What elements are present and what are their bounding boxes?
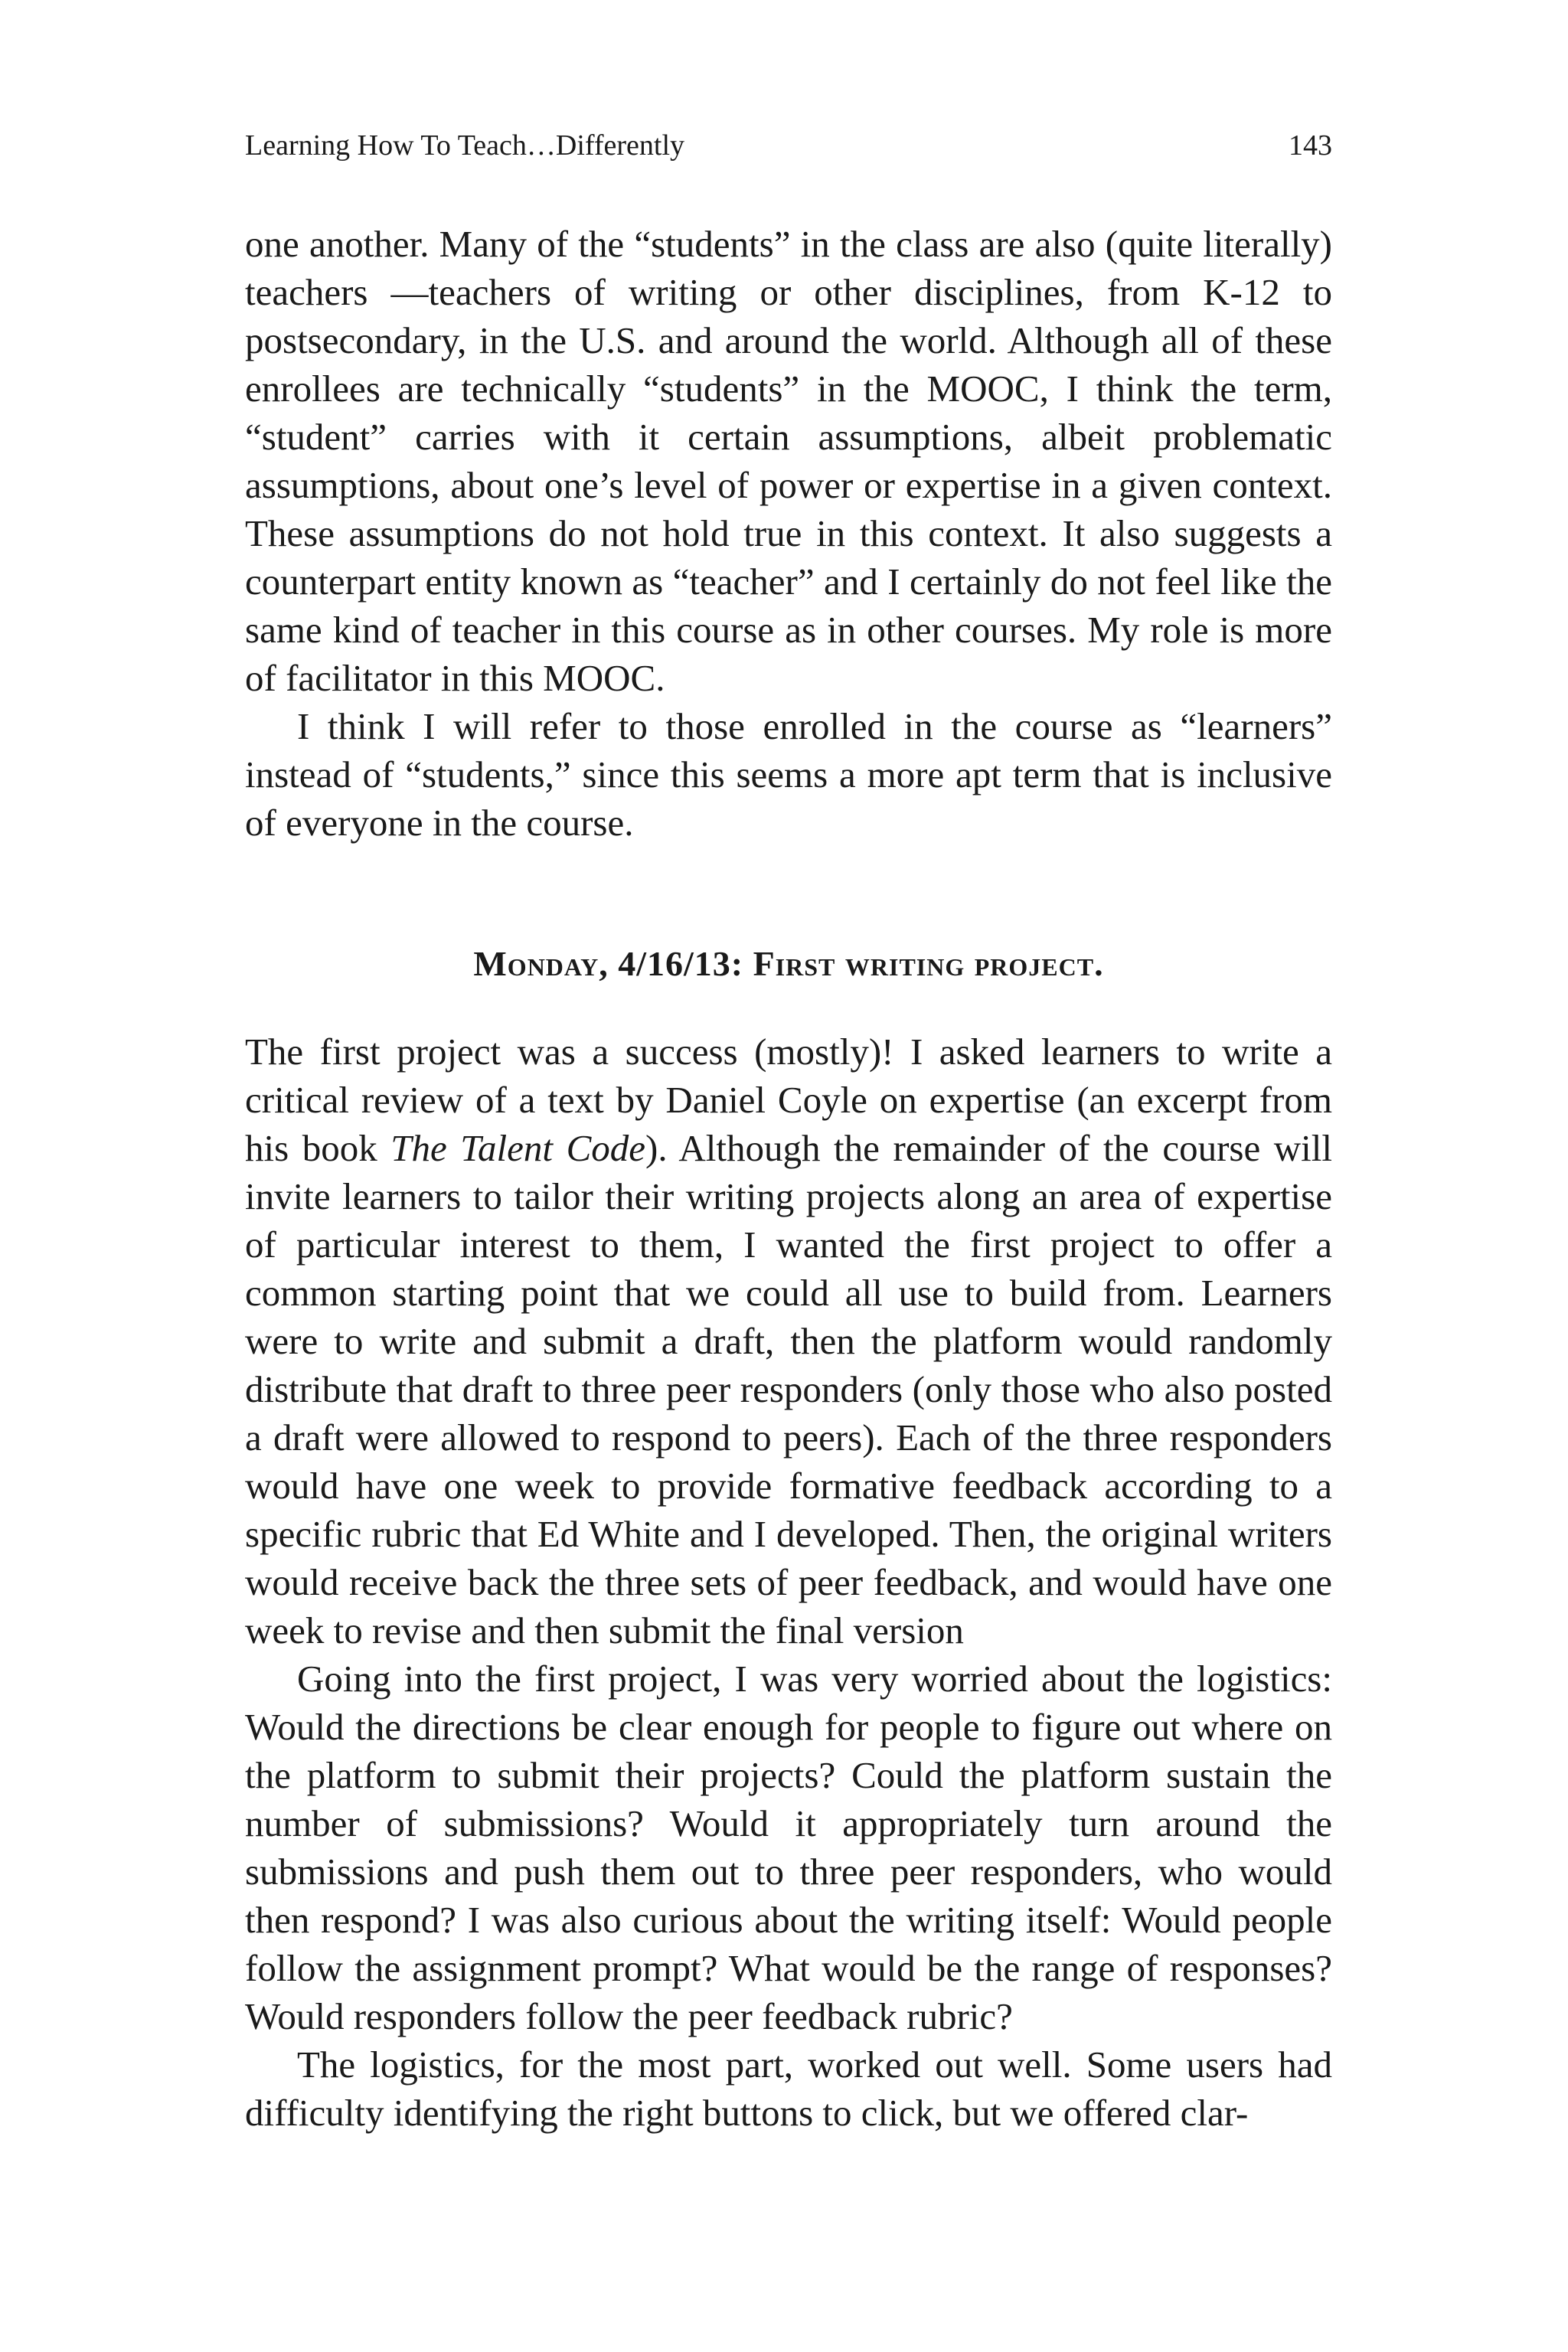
running-head bbox=[245, 122, 1332, 168]
paragraph: one another. Many of the “students” in the class are also (quite literally) teachers —teachers of writing or other disciplines, from K-12 to postsecondary, in the U.S. and around the world. Although all of these enrollees are technically “students” in the MOOC, I think the term, “student” carries with it certain assumptions, albeit problematic assumptions, about one’s level of power or expertise in a given context. These assumptions do not hold true in this context. It also suggests a counterpart entity known as “teacher” and I certainly do not feel like the same kind of teacher in this course as in other courses. My role is more of facilitator in this MOOC. bbox=[245, 223, 1332, 699]
section-heading: Monday, 4/16/13: First writing project. bbox=[473, 944, 1104, 983]
intro-text-block bbox=[245, 220, 1332, 847]
paragraph: Going into the first project, I was very worried about the logistics: Would the directions be clear enough for people to figure out where on the platform to submit their projects? Could the platform sustain the number of submissions? Would it appropriately turn around the submissions and push them out to three peer responders, who would then respond? I was also curious about the writing itself: Would people follow the assignment prompt? What would be the range of responses? Would responders follow the peer feedback rubric? bbox=[245, 1658, 1332, 2037]
paragraph bbox=[245, 1027, 1332, 1655]
running-title: Learning How To Teach…Differently bbox=[245, 129, 685, 162]
paragraph: The logistics, for the most part, worked out well. Some users had difficulty identifying the right buttons to click, but we offered clar- bbox=[245, 2043, 1332, 2134]
paragraph-text: The first project was a success (mostly)! I asked learners to write a critical review of a text by Daniel Coyle on expertise (an excerpt from his book bbox=[245, 1031, 1332, 1169]
page-number: 143 bbox=[1289, 129, 1332, 162]
book-title: The Talent Code bbox=[390, 1127, 645, 1169]
paragraph-text: ). Although the remainder of the course will invite learners to tailor their writing projects along an area of expertise of particular interest to them, I wanted the first project to offer a common starting point that we could all use to build from. Learners were to write and submit a draft, then the platform would randomly distribute that draft to three peer responders (only those who also posted a draft were allowed to respond to peers). Each of the three responders would have one week to provide formative feedback according to a specific rubric that Ed White and I developed. Then, the original writers would receive back the three sets of peer feedback, and would have one week to revise and then submit the final version bbox=[245, 1127, 1332, 1651]
section-text-block bbox=[245, 1027, 1332, 2137]
paragraph: I think I will refer to those enrolled in the course as “learners” instead of “students,” since this seems a more apt term that is inclusive of everyone in the course. bbox=[245, 705, 1332, 844]
